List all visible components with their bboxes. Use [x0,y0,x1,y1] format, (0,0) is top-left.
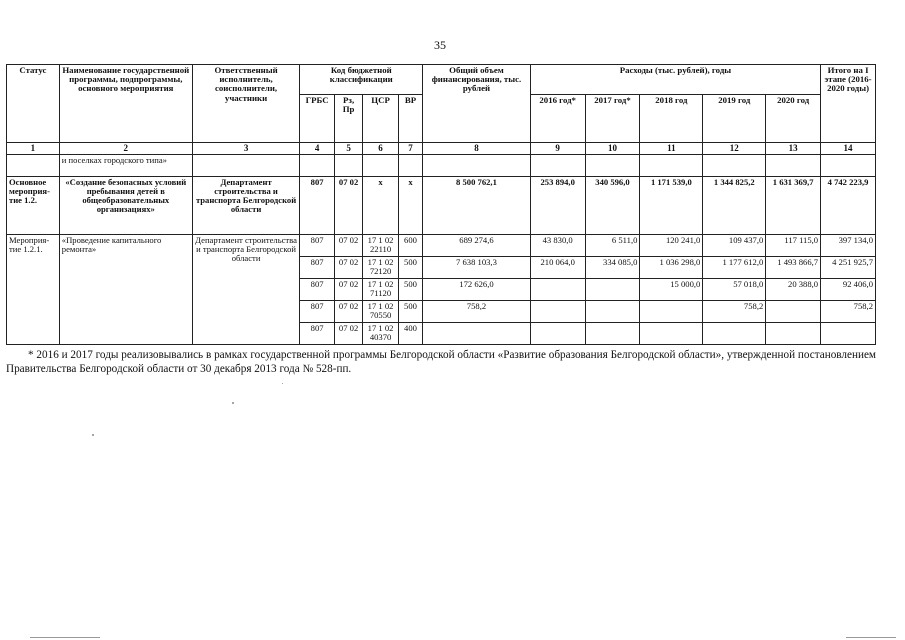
cell-2016 [530,279,585,301]
sub-event-name: «Проведение капитального ремонта» [59,235,192,345]
column-number: 5 [334,143,362,155]
header-year-2018: 2018 год [640,95,703,143]
cell-grbs: 807 [300,279,335,301]
cell-vr: 500 [398,301,422,323]
header-vr: ВР [398,95,422,143]
cell-grbs: 807 [300,235,335,257]
header-year-2020: 2020 год [766,95,821,143]
cell-rz-pr: 07 02 [334,323,362,345]
header-year-2019: 2019 год [703,95,766,143]
footnote: * 2016 и 2017 годы реализовывались в рамках государственной программы Белгородской области «Развитие образования Белгородской области», утвержденной постановлением Правительства Белгородской области от 30 декабря 2013 года № 528-пп. [6,349,876,375]
continuation-row [7,155,876,177]
cell-2020 [766,301,821,323]
main-event-responsible: Департамент строительства и транспорта Белгородской области [192,177,300,235]
cell-2018 [640,301,703,323]
sub-event-responsible: Департамент строительства и транспорта Белгородской области [192,235,300,345]
cell-total: 689 274,6 [423,235,531,257]
column-number-row [7,143,876,155]
cell-rz-pr: 07 02 [334,301,362,323]
column-number: 6 [363,143,399,155]
cell-stage-total: 92 406,0 [821,279,876,301]
header-name: Наименование государственной программы, подпрограммы, основного мероприятия [59,65,192,143]
cell-2017 [585,323,640,345]
scan-edge-line [30,637,100,638]
cell-rz-pr: 07 02 [334,279,362,301]
cell-grbs: 807 [300,257,335,279]
main-event-name: «Создание безопасных условий пребывания детей в общеобразовательных организациях» [59,177,192,235]
cell-rz-pr: 07 02 [334,257,362,279]
cell-2019: 1 177 612,0 [703,257,766,279]
cell-2019: 57 018,0 [703,279,766,301]
header-expenses-group: Расходы (тыс. рублей), годы [530,65,820,95]
header-responsible: Ответственный исполнитель, соисполнители, участники [192,65,300,143]
cell-grbs: 807 [300,323,335,345]
header-rz-pr: Рз, Пр [334,95,362,143]
header-total-volume: Общий объем финансирования, тыс. рублей [423,65,531,143]
cell-csr: 17 1 02 70550 [363,301,399,323]
cell-vr: 400 [398,323,422,345]
cell-stage-total: 758,2 [821,301,876,323]
column-number: 3 [192,143,300,155]
cell-2016: 210 064,0 [530,257,585,279]
cell-2020: 20 388,0 [766,279,821,301]
sub-event-status: Мероприя-тие 1.2.1. [7,235,60,345]
cell-total [423,323,531,345]
column-number: 13 [766,143,821,155]
cell-2016 [530,301,585,323]
cell-2018: 1 036 298,0 [640,257,703,279]
cell-2018: 15 000,0 [640,279,703,301]
scan-speck [92,434,94,436]
cell-2020: 117 115,0 [766,235,821,257]
column-number: 1 [7,143,60,155]
cell-2019: 758,2 [703,301,766,323]
header-csr: ЦСР [363,95,399,143]
cell-2020: 1 493 866,7 [766,257,821,279]
main-event-2020: 1 631 369,7 [766,177,821,235]
main-event-rz-pr: 07 02 [334,177,362,235]
header-code-group: Код бюджетной классификации [300,65,423,95]
cell-2017: 334 085,0 [585,257,640,279]
header-year-2017: 2017 год* [585,95,640,143]
cell-2016: 43 830,0 [530,235,585,257]
cell-csr: 17 1 02 22110 [363,235,399,257]
cell-2019: 109 437,0 [703,235,766,257]
main-event-vr: х [398,177,422,235]
cell-2017: 6 511,0 [585,235,640,257]
cell-csr: 17 1 02 40370 [363,323,399,345]
column-number: 11 [640,143,703,155]
cell-vr: 600 [398,235,422,257]
cell-2019 [703,323,766,345]
column-number: 4 [300,143,335,155]
page-number: 35 [434,38,446,52]
cell-csr: 17 1 02 72120 [363,257,399,279]
main-event-row [7,177,876,235]
budget-table [6,64,876,345]
cell-vr: 500 [398,279,422,301]
header-stage-total: Итого на I этапе (2016-2020 годы) [821,65,876,143]
main-event-status: Основное мероприя-тие 1.2. [7,177,60,235]
cell-2016 [530,323,585,345]
main-event-2016: 253 894,0 [530,177,585,235]
main-event-2019: 1 344 825,2 [703,177,766,235]
continuation-name: и поселках городского типа» [59,155,192,177]
column-number: 10 [585,143,640,155]
column-number: 9 [530,143,585,155]
scan-speck [232,402,234,404]
main-event-2017: 340 596,0 [585,177,640,235]
cell-stage-total: 4 251 925,7 [821,257,876,279]
header-grbs: ГРБС [300,95,335,143]
cell-2017 [585,301,640,323]
cell-2018 [640,323,703,345]
column-number: 7 [398,143,422,155]
cell-grbs: 807 [300,301,335,323]
main-event-stage-total: 4 742 223,9 [821,177,876,235]
cell-2017 [585,279,640,301]
cell-vr: 500 [398,257,422,279]
header-status: Статус [7,65,60,143]
cell-total: 7 638 103,3 [423,257,531,279]
sub-event-row [7,235,876,257]
cell-stage-total [821,323,876,345]
cell-rz-pr: 07 02 [334,235,362,257]
column-number: 2 [59,143,192,155]
cell-total: 172 626,0 [423,279,531,301]
cell-stage-total: 397 134,0 [821,235,876,257]
cell-2018: 120 241,0 [640,235,703,257]
cell-csr: 17 1 02 71120 [363,279,399,301]
cell-2020 [766,323,821,345]
column-number: 8 [423,143,531,155]
main-event-csr: х [363,177,399,235]
main-event-total: 8 500 762,1 [423,177,531,235]
header-year-2016: 2016 год* [530,95,585,143]
column-number: 12 [703,143,766,155]
column-number: 14 [821,143,876,155]
cell-total: 758,2 [423,301,531,323]
main-event-grbs: 807 [300,177,335,235]
scan-speck [282,383,283,384]
main-event-2018: 1 171 539,0 [640,177,703,235]
scan-edge-line [846,637,896,638]
